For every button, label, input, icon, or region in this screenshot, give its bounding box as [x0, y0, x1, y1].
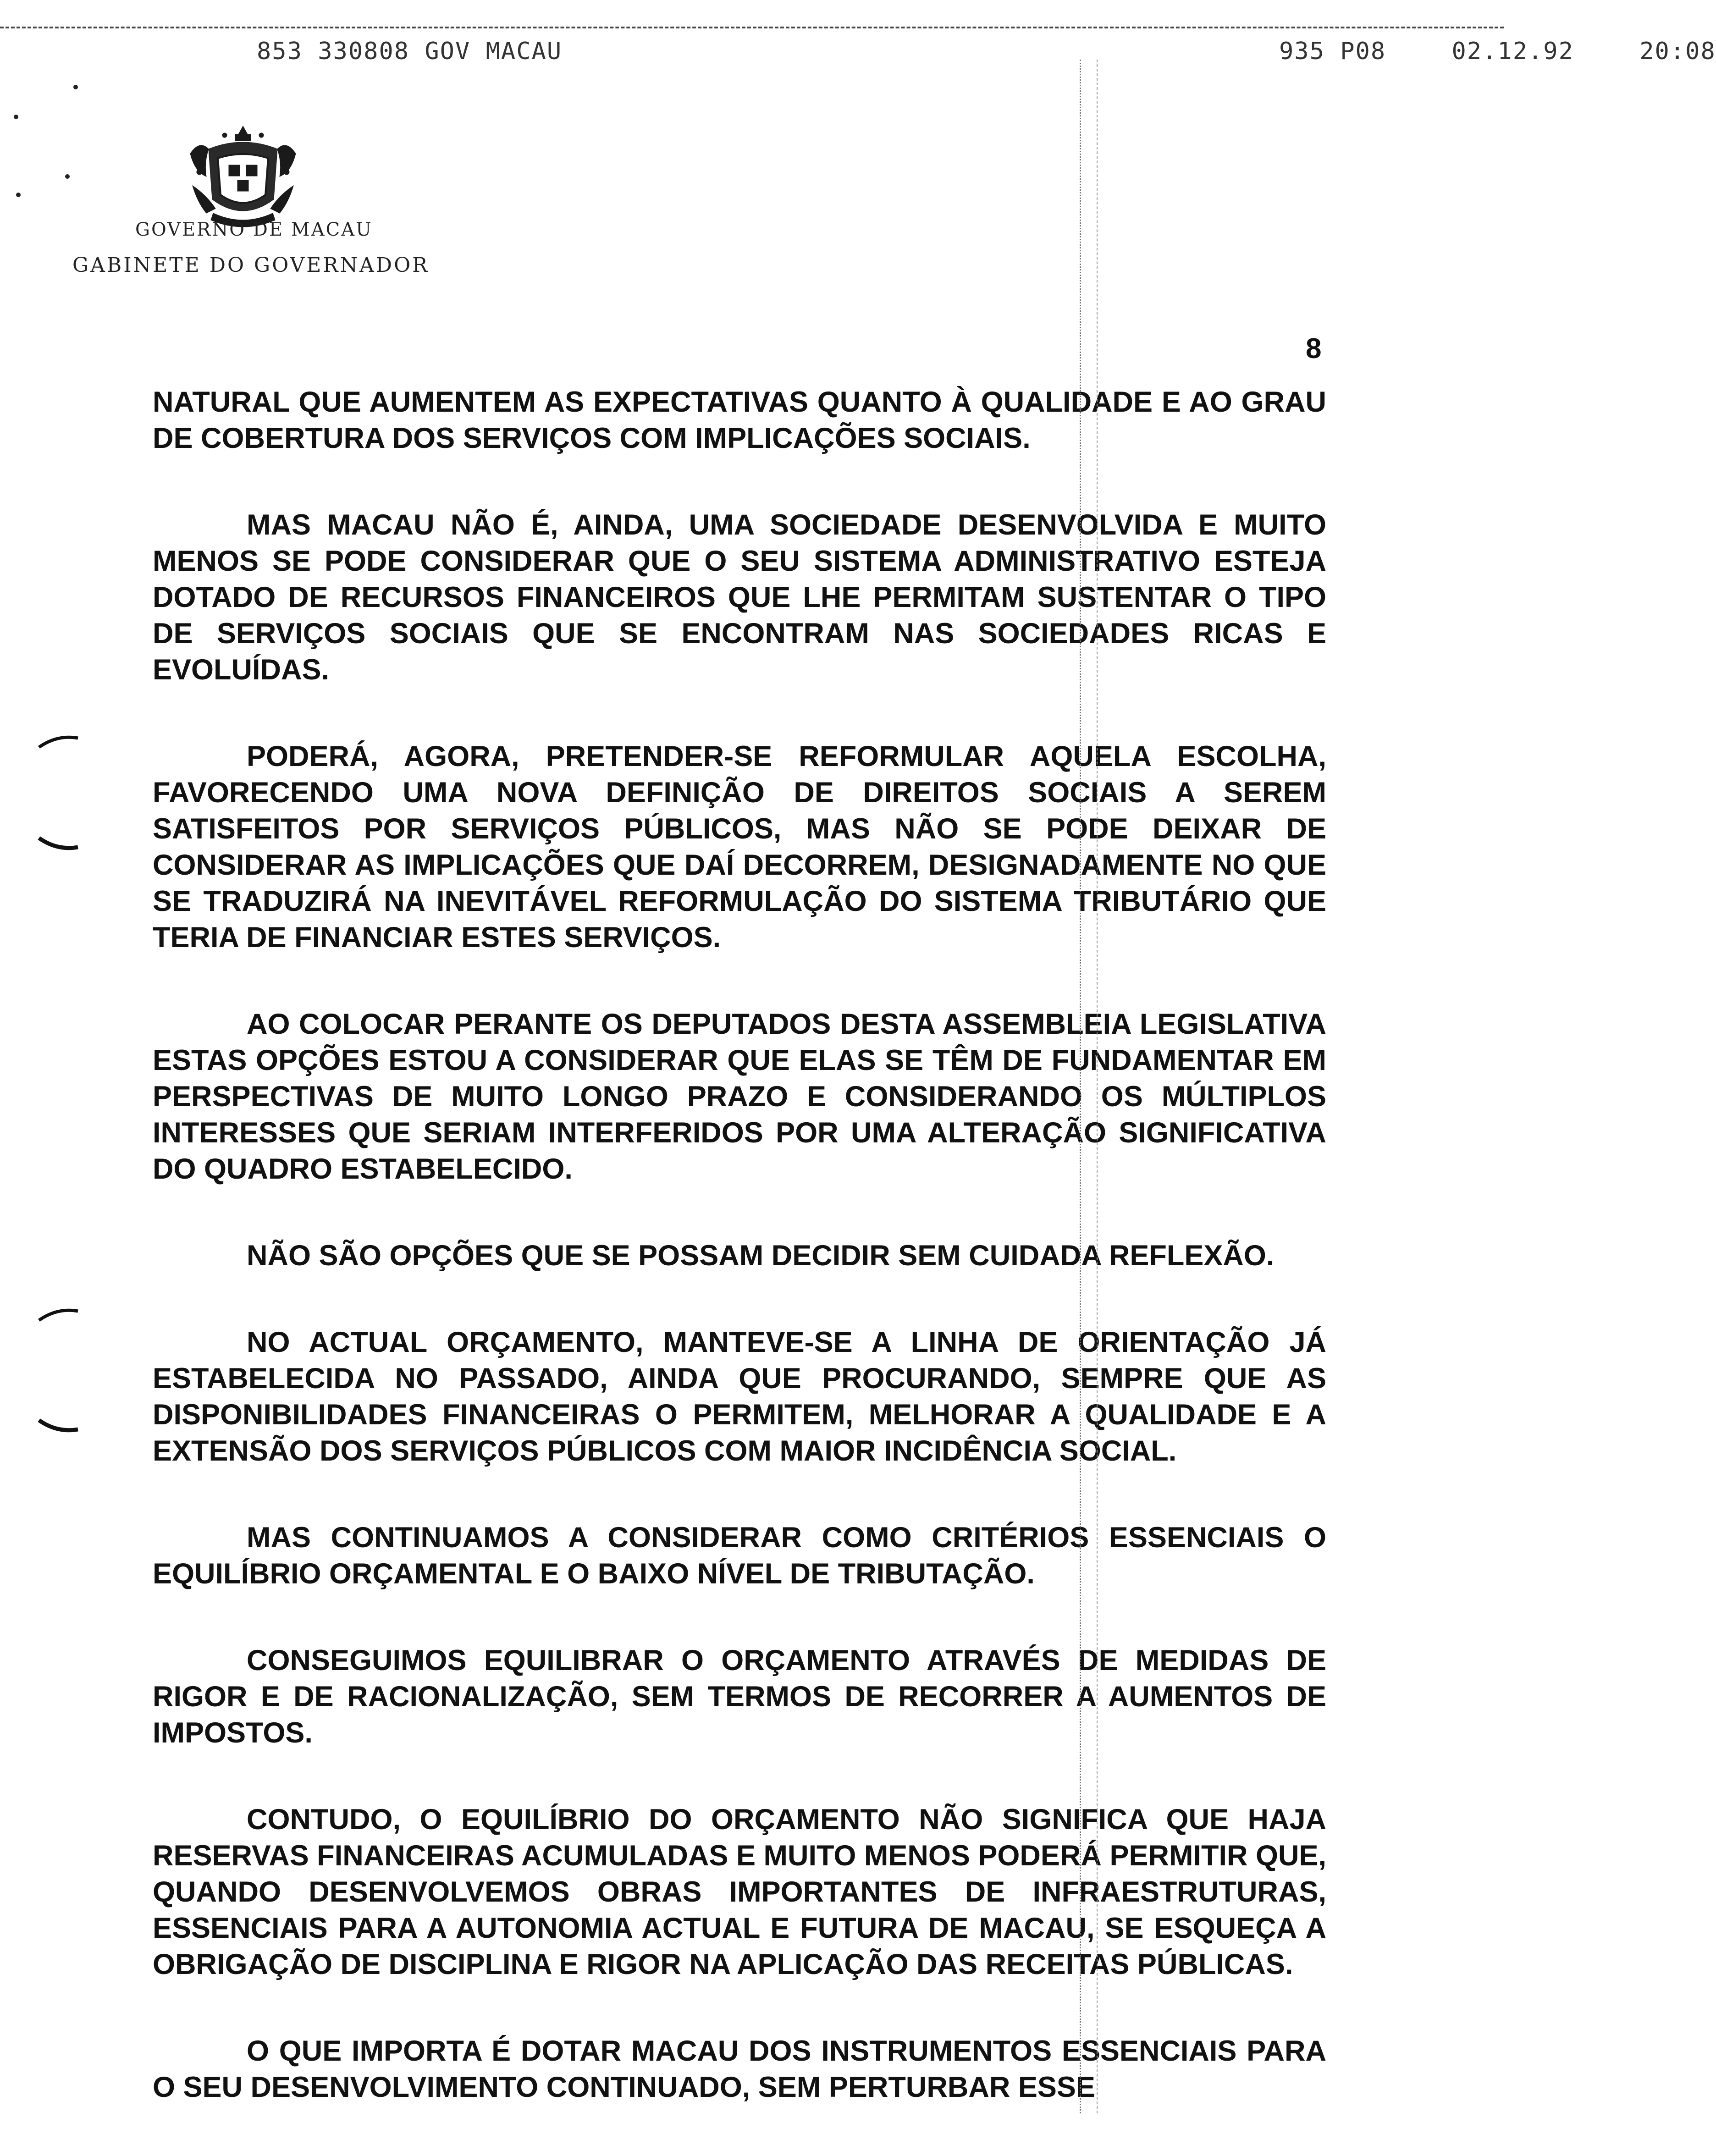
paragraph-9: CONTUDO, O EQUILÍBRIO DO ORÇAMENTO NÃO SIGNIFICA QUE HAJA RESERVAS FINANCEIRAS ACUMULADAS E MUITO MENOS PODERÁ PERMITIR QUE, QUANDO DESENVOLVEMOS OBRAS IMPORTANTES DE INFRAESTRUTURAS, ESSENCIAIS PARA A AUTONOMIA ACTUAL E FUTURA DE MACAU, SE ESQUEÇA A OBRIGAÇÃO DE DISCIPLINA E RIGOR NA APLICAÇÃO DAS RECEITAS PÚBLICAS. [153, 1803, 1326, 1980]
fax-date: 02.12.92 [1451, 38, 1574, 65]
paragraph-7: MAS CONTINUAMOS A CONSIDERAR COMO CRITÉRIOS ESSENCIAIS O EQUILÍBRIO ORÇAMENTAL E O BAIXO NÍVEL DE TRIBUTAÇÃO. [153, 1522, 1326, 1590]
scan-speck [16, 193, 21, 197]
paragraph-1: NATURAL QUE AUMENTEM AS EXPECTATIVAS QUANTO À QUALIDADE E AO GRAU DE COBERTURA DOS SERVIÇOS COM IMPLICAÇÕES SOCIAIS. [153, 386, 1326, 454]
coat-of-arms-icon [181, 121, 305, 232]
paragraph-6: NO ACTUAL ORÇAMENTO, MANTEVE-SE A LINHA DE ORIENTAÇÃO JÁ ESTABELECIDA NO PASSADO, AINDA QUE PROCURANDO, SEMPRE QUE AS DISPONIBILIDADES FINANCEIRAS O PERMITEM, MELHORAR A QUALIDADE E A EXTENSÃO DOS SERVIÇOS PÚBLICOS COM MAIOR INCIDÊNCIA SOCIAL. [153, 1326, 1326, 1467]
page-number: 8 [1306, 333, 1322, 364]
government-name: GOVERNO DE MACAU [135, 219, 373, 240]
fax-sender-line: 853 330808 GOV MACAU [257, 38, 563, 65]
punch-mark-top-2 [37, 1307, 80, 1325]
office-name: GABINETE DO GOVERNADOR [72, 254, 430, 277]
punch-mark-top [37, 733, 80, 752]
paragraph-2: MAS MACAU NÃO É, AINDA, UMA SOCIEDADE DESENVOLVIDA E MUITO MENOS SE PODE CONSIDERAR QUE O SEU SISTEMA ADMINISTRATIVO ESTEJA DOTADO DE RECURSOS FINANCEIROS QUE LHE PERMITAM SUSTENTAR O TIPO DE SERVIÇOS SOCIAIS QUE SE ENCONTRAM NAS SOCIEDADES RICAS E EVOLUÍDAS. [153, 509, 1326, 686]
scan-speck [14, 115, 18, 119]
fax-transmission-info [1279, 38, 1716, 65]
fax-time: 20:08 [1639, 38, 1716, 65]
fax-page-code: 935 P08 [1279, 38, 1386, 65]
punch-mark-bottom-2 [37, 1417, 80, 1435]
paragraph-3: PODERÁ, AGORA, PRETENDER-SE REFORMULAR AQUELA ESCOLHA, FAVORECENDO UMA NOVA DEFINIÇÃO DE DIREITOS SOCIAIS A SEREM SATISFEITOS POR SERVIÇOS PÚBLICOS, MAS NÃO SE PODE DEIXAR DE CONSIDERAR AS IMPLICAÇÕES QUE DAÍ DECORREM, DESIGNADAMENTE NO QUE SE TRADUZIRÁ NA INEVITÁVEL REFORMULAÇÃO DO SISTEMA TRIBUTÁRIO QUE TERIA DE FINANCIAR ESTES SERVIÇOS. [153, 740, 1326, 954]
punch-mark-bottom [37, 834, 80, 853]
paragraph-4: AO COLOCAR PERANTE OS DEPUTADOS DESTA ASSEMBLEIA LEGISLATIVA ESTAS OPÇÕES ESTOU A CONSIDERAR QUE ELAS SE TÊM DE FUNDAMENTAR EM PERSPECTIVAS DE MUITO LONGO PRAZO E CONSIDERANDO OS MÚLTIPLOS INTERESSES QUE SERIAM INTERFERIDOS POR UMA ALTERAÇÃO SIGNIFICATIVA DO QUADRO ESTABELECIDO. [153, 1008, 1326, 1185]
paragraph-5: NÃO SÃO OPÇÕES QUE SE POSSAM DECIDIR SEM CUIDADA REFLEXÃO. [247, 1240, 1275, 1272]
scan-speck [65, 174, 70, 179]
document-body [153, 384, 1326, 2156]
paragraph-10: O QUE IMPORTA É DOTAR MACAU DOS INSTRUMENTOS ESSENCIAIS PARA O SEU DESENVOLVIMENTO CONTINUADO, SEM PERTURBAR ESSE [153, 2035, 1326, 2103]
paragraph-8: CONSEGUIMOS EQUILIBRAR O ORÇAMENTO ATRAVÉS DE MEDIDAS DE RIGOR E DE RACIONALIZAÇÃO, SEM TERMOS DE RECORRER A AUMENTOS DE IMPOSTOS. [153, 1644, 1326, 1749]
scan-fold-line-secondary [1097, 60, 1098, 2113]
fax-header-rule [0, 27, 1504, 28]
scan-fold-line [1080, 60, 1081, 2113]
scan-speck [73, 85, 78, 89]
